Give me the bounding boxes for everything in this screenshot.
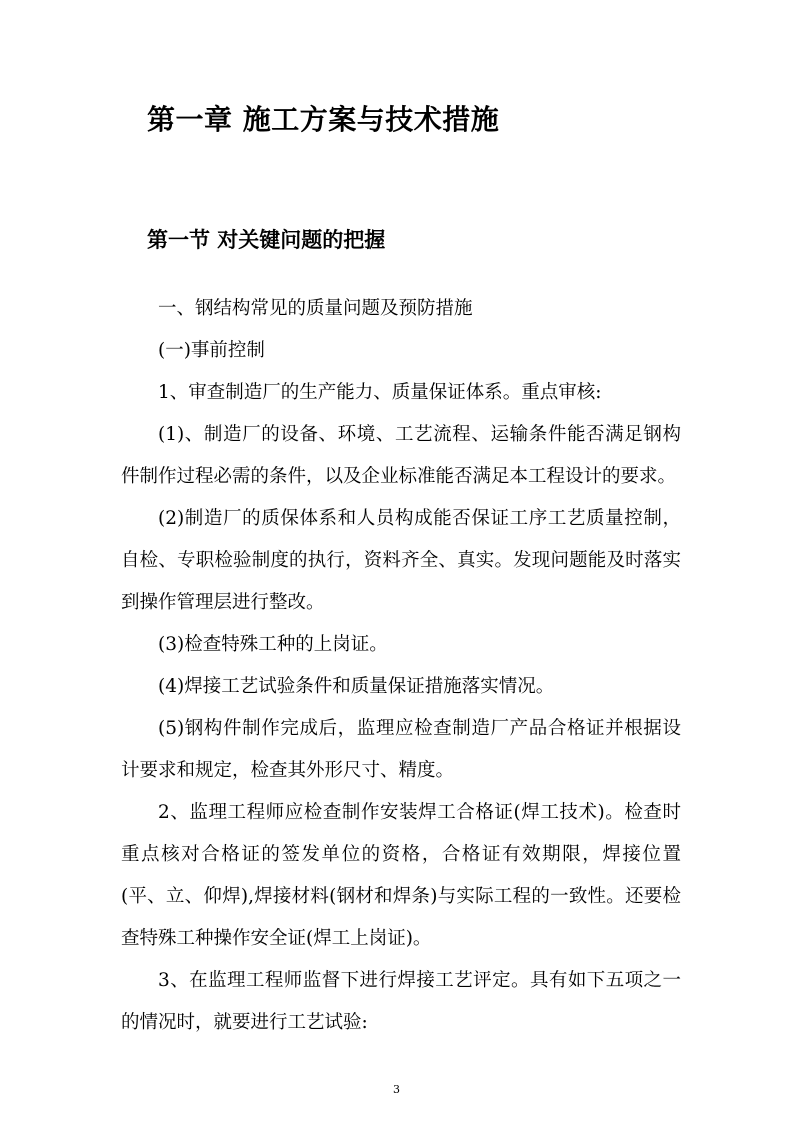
paragraph-item-1-4: (4)焊接工艺试验条件和质量保证措施落实情况。 — [158, 676, 555, 697]
chapter-title: 第一章 施工方案与技术措施 — [147, 103, 500, 136]
paragraph-heading-1: 一、钢结构常见的质量问题及预防措施 — [158, 298, 473, 319]
paragraph-item-1-2: (2)制造厂的质保体系和人员构成能否保证工序工艺质量控制，自检、专职检验制度的执行，资料齐全、真实。发现问题能及时落实到操作管理层进行整改。 — [121, 508, 681, 613]
paragraph-item-1-1: (1)、制造厂的设备、环境、工艺流程、运输条件能否满足钢构件制作过程必需的条件，以及企业标准能否满足本工程设计的要求。 — [121, 424, 681, 487]
paragraph-subheading-1: (一)事前控制 — [158, 340, 265, 361]
paragraph-item-1-3: (3)检查特殊工种的上岗证。 — [158, 634, 388, 655]
paragraph-item-2: 2、监理工程师应检查制作安装焊工合格证(焊工技术)。检查时重点核对合格证的签发单位的资格，合格证有效期限，焊接位置(平、立、仰焊),焊接材料(钢材和焊条)与实际工程的一致性。还要检查特殊工种操作安全证(焊工上岗证)。 — [121, 802, 681, 949]
paragraph-item-1-5: (5)钢构件制作完成后，监理应检查制造厂产品合格证并根据设计要求和规定，检查其外形尺寸、精度。 — [121, 718, 681, 781]
section-title: 第一节 对关键问题的把握 — [147, 227, 386, 252]
paragraph-item-1: 1、审查制造厂的生产能力、质量保证体系。重点审核: — [158, 382, 602, 403]
body-text — [121, 288, 681, 1044]
page-number: 3 — [393, 1083, 400, 1096]
paragraph-item-3: 3、在监理工程师监督下进行焊接工艺评定。具有如下五项之一的情况时，就要进行工艺试验: — [121, 970, 681, 1033]
